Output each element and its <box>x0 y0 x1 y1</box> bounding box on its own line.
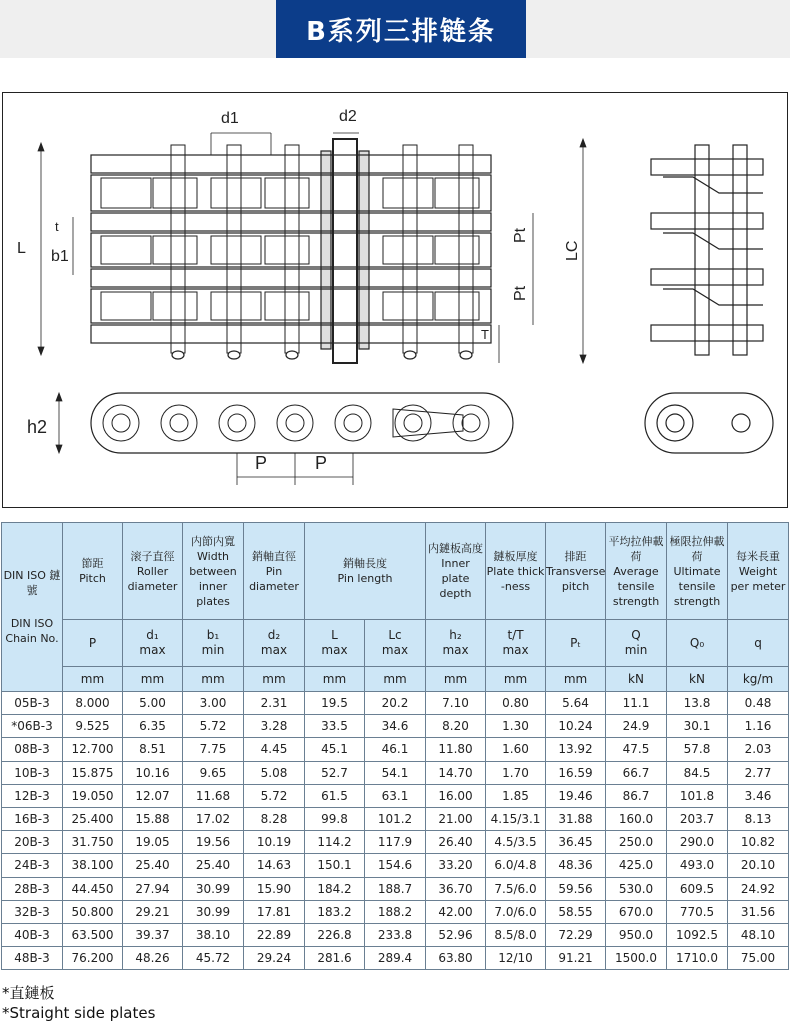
unit-cell: mm <box>486 667 546 692</box>
header-weight: 每米長重 Weight per meter <box>728 523 789 620</box>
table-cell: 21.00 <box>426 807 486 830</box>
label-d1: d1 <box>221 110 239 127</box>
table-cell: 6.35 <box>123 715 183 738</box>
table-cell: 12/10 <box>486 947 546 970</box>
table-cell: 150.1 <box>305 854 365 877</box>
table-cell: 29.24 <box>244 947 305 970</box>
chain-number-cell: *06B-3 <box>2 715 63 738</box>
table-cell: 16.00 <box>426 784 486 807</box>
table-cell: 25.40 <box>123 854 183 877</box>
unit-cell: kN <box>606 667 667 692</box>
table-cell: 86.7 <box>606 784 667 807</box>
table-cell: 31.750 <box>63 831 123 854</box>
table-cell: 5.64 <box>546 692 606 715</box>
chain-number-cell: 08B-3 <box>2 738 63 761</box>
table-cell: 4.45 <box>244 738 305 761</box>
table-cell: 19.050 <box>63 784 123 807</box>
label-d2: d2 <box>339 108 357 125</box>
unit-cell: mm <box>305 667 365 692</box>
din-iso-header: DIN ISO 鏈號 DIN ISO Chain No. <box>2 523 63 692</box>
table-cell: 2.77 <box>728 761 789 784</box>
table-cell: 15.90 <box>244 877 305 900</box>
table-cell: 2.31 <box>244 692 305 715</box>
table-cell: 530.0 <box>606 877 667 900</box>
table-cell: 0.80 <box>486 692 546 715</box>
table-cell: 289.4 <box>365 947 426 970</box>
unit-cell: mm <box>365 667 426 692</box>
table-cell: 84.5 <box>667 761 728 784</box>
table-cell: 91.21 <box>546 947 606 970</box>
spec-table <box>1 522 789 970</box>
table-cell: 30.99 <box>183 877 244 900</box>
table-cell: 54.1 <box>365 761 426 784</box>
table-cell: 4.5/3.5 <box>486 831 546 854</box>
table-cell: 19.46 <box>546 784 606 807</box>
table-cell: 39.37 <box>123 923 183 946</box>
table-cell: 16.59 <box>546 761 606 784</box>
sym-q0: Q₀ <box>667 620 728 667</box>
table-cell: 52.7 <box>305 761 365 784</box>
table-row <box>2 854 789 877</box>
table-row <box>2 831 789 854</box>
table-cell: 290.0 <box>667 831 728 854</box>
table-cell: 14.70 <box>426 761 486 784</box>
footnote-cn: *直鏈板 <box>2 984 55 1002</box>
sym-weight: q <box>728 620 789 667</box>
table-cell: 25.40 <box>183 854 244 877</box>
sym-q: Q min <box>606 620 667 667</box>
table-cell: 59.56 <box>546 877 606 900</box>
table-cell: 57.8 <box>667 738 728 761</box>
unit-cell: mm <box>63 667 123 692</box>
table-cell: 20.10 <box>728 854 789 877</box>
table-cell: 11.68 <box>183 784 244 807</box>
label-p-right: P <box>315 453 328 473</box>
table-cell: 4.15/3.1 <box>486 807 546 830</box>
table-row <box>2 738 789 761</box>
chain-number-cell: 48B-3 <box>2 947 63 970</box>
label-pt-top: Pt <box>512 227 529 243</box>
table-cell: 114.2 <box>305 831 365 854</box>
table-cell: 10.16 <box>123 761 183 784</box>
table-row <box>2 784 789 807</box>
end-profile <box>645 393 773 453</box>
table-row <box>2 807 789 830</box>
unit-cell: kg/m <box>728 667 789 692</box>
sym-l: L max <box>305 620 365 667</box>
chain-side-view <box>91 393 513 453</box>
table-cell: 17.02 <box>183 807 244 830</box>
table-cell: 50.800 <box>63 900 123 923</box>
table-cell: 17.81 <box>244 900 305 923</box>
table-cell: 8.000 <box>63 692 123 715</box>
table-cell: 47.5 <box>606 738 667 761</box>
table-cell: 48.26 <box>123 947 183 970</box>
table-cell: 24.92 <box>728 877 789 900</box>
table-cell: 101.8 <box>667 784 728 807</box>
table-cell: 22.89 <box>244 923 305 946</box>
chain-number-cell: 32B-3 <box>2 900 63 923</box>
table-cell: 8.28 <box>244 807 305 830</box>
table-cell: 183.2 <box>305 900 365 923</box>
chain-number-cell: 16B-3 <box>2 807 63 830</box>
table-cell: 1092.5 <box>667 923 728 946</box>
sym-p: P <box>63 620 123 667</box>
chain-number-cell: 24B-3 <box>2 854 63 877</box>
table-cell: 117.9 <box>365 831 426 854</box>
table-cell: 36.70 <box>426 877 486 900</box>
table-cell: 42.00 <box>426 900 486 923</box>
table-cell: 19.05 <box>123 831 183 854</box>
sym-d2: d₂ max <box>244 620 305 667</box>
table-row <box>2 947 789 970</box>
table-cell: 1.70 <box>486 761 546 784</box>
table-row <box>2 877 789 900</box>
label-lc: LC <box>564 240 581 261</box>
table-cell: 5.72 <box>183 715 244 738</box>
chain-number-cell: 10B-3 <box>2 761 63 784</box>
table-cell: 13.8 <box>667 692 728 715</box>
side-view-right <box>651 145 763 355</box>
table-cell: 1500.0 <box>606 947 667 970</box>
table-cell: 19.56 <box>183 831 244 854</box>
table-cell: 45.1 <box>305 738 365 761</box>
unit-cell: mm <box>426 667 486 692</box>
table-cell: 34.6 <box>365 715 426 738</box>
chain-number-cell: 05B-3 <box>2 692 63 715</box>
table-cell: 3.46 <box>728 784 789 807</box>
table-cell: 10.19 <box>244 831 305 854</box>
table-cell: 12.700 <box>63 738 123 761</box>
table-cell: 30.99 <box>183 900 244 923</box>
table-cell: 48.10 <box>728 923 789 946</box>
three-strand-top-view <box>91 139 491 363</box>
table-cell: 7.75 <box>183 738 244 761</box>
table-cell: 8.5/8.0 <box>486 923 546 946</box>
table-cell: 26.40 <box>426 831 486 854</box>
table-cell: 31.56 <box>728 900 789 923</box>
table-cell: 72.29 <box>546 923 606 946</box>
unit-cell: mm <box>244 667 305 692</box>
chain-number-cell: 28B-3 <box>2 877 63 900</box>
table-cell: 154.6 <box>365 854 426 877</box>
sym-h2: h₂ max <box>426 620 486 667</box>
table-cell: 38.100 <box>63 854 123 877</box>
table-cell: 11.1 <box>606 692 667 715</box>
table-cell: 27.94 <box>123 877 183 900</box>
table-cell: 7.0/6.0 <box>486 900 546 923</box>
chain-number-cell: 20B-3 <box>2 831 63 854</box>
header-plate-thickness: 鏈板厚度 Plate thick -ness <box>486 523 546 620</box>
table-cell: 101.2 <box>365 807 426 830</box>
table-cell: 24.9 <box>606 715 667 738</box>
header-transverse-pitch: 排距 Transverse pitch <box>546 523 606 620</box>
chain-diagram <box>3 93 789 509</box>
header-average-tensile: 平均拉伸載荷 Average tensile strength <box>606 523 667 620</box>
table-cell: 950.0 <box>606 923 667 946</box>
table-cell: 670.0 <box>606 900 667 923</box>
table-cell: 3.28 <box>244 715 305 738</box>
table-cell: 226.8 <box>305 923 365 946</box>
table-cell: 281.6 <box>305 947 365 970</box>
sym-pt: Pₜ <box>546 620 606 667</box>
sym-b1: b₁ min <box>183 620 244 667</box>
footnotes <box>2 983 155 1023</box>
table-cell: 2.03 <box>728 738 789 761</box>
table-cell: 5.08 <box>244 761 305 784</box>
table-cell: 14.63 <box>244 854 305 877</box>
table-row <box>2 923 789 946</box>
table-cell: 58.55 <box>546 900 606 923</box>
label-pt-bottom: Pt <box>512 285 529 301</box>
chain-number-cell: 12B-3 <box>2 784 63 807</box>
header-roller-diameter: 滚子直徑 Roller diameter <box>123 523 183 620</box>
table-row <box>2 761 789 784</box>
header-pin-diameter: 銷軸直徑 Pin diameter <box>244 523 305 620</box>
table-cell: 61.5 <box>305 784 365 807</box>
label-t: t <box>55 219 59 234</box>
table-cell: 46.1 <box>365 738 426 761</box>
table-cell: 3.00 <box>183 692 244 715</box>
sym-t: t/T max <box>486 620 546 667</box>
table-cell: 609.5 <box>667 877 728 900</box>
table-cell: 184.2 <box>305 877 365 900</box>
table-cell: 44.450 <box>63 877 123 900</box>
table-cell: 13.92 <box>546 738 606 761</box>
table-cell: 1.16 <box>728 715 789 738</box>
header-inner-width: 内節内寬 Width between inner plates <box>183 523 244 620</box>
table-cell: 48.36 <box>546 854 606 877</box>
table-cell: 36.45 <box>546 831 606 854</box>
header-plate-depth: 内鏈板高度 Inner plate depth <box>426 523 486 620</box>
table-cell: 12.07 <box>123 784 183 807</box>
table-cell: 493.0 <box>667 854 728 877</box>
table-cell: 9.65 <box>183 761 244 784</box>
table-cell: 31.88 <box>546 807 606 830</box>
table-cell: 5.72 <box>244 784 305 807</box>
table-cell: 33.5 <box>305 715 365 738</box>
table-cell: 1.60 <box>486 738 546 761</box>
table-cell: 63.500 <box>63 923 123 946</box>
table-cell: 15.875 <box>63 761 123 784</box>
table-cell: 6.0/4.8 <box>486 854 546 877</box>
label-l: L <box>17 240 26 257</box>
table-cell: 99.8 <box>305 807 365 830</box>
chain-number-cell: 40B-3 <box>2 923 63 946</box>
header-pin-length: 銷軸長度 Pin length <box>305 523 426 620</box>
table-cell: 0.48 <box>728 692 789 715</box>
label-h2: h2 <box>27 417 48 437</box>
table-cell: 63.80 <box>426 947 486 970</box>
table-cell: 76.200 <box>63 947 123 970</box>
table-cell: 7.10 <box>426 692 486 715</box>
table-cell: 75.00 <box>728 947 789 970</box>
table-cell: 8.20 <box>426 715 486 738</box>
table-cell: 15.88 <box>123 807 183 830</box>
table-cell: 63.1 <box>365 784 426 807</box>
footnote-en: *Straight side plates <box>2 1004 156 1022</box>
table-cell: 7.5/6.0 <box>486 877 546 900</box>
sym-lc: Lc max <box>365 620 426 667</box>
chain-drawing <box>2 92 788 508</box>
label-p-left: P <box>255 453 268 473</box>
table-cell: 9.525 <box>63 715 123 738</box>
page-title: B系列三排链条 <box>276 0 526 58</box>
table-cell: 52.96 <box>426 923 486 946</box>
header-ultimate-tensile: 極限拉伸載荷 Ultimate tensile strength <box>667 523 728 620</box>
table-cell: 45.72 <box>183 947 244 970</box>
unit-cell: mm <box>183 667 244 692</box>
table-cell: 19.5 <box>305 692 365 715</box>
table-cell: 29.21 <box>123 900 183 923</box>
table-cell: 1.85 <box>486 784 546 807</box>
table-row <box>2 715 789 738</box>
table-cell: 10.82 <box>728 831 789 854</box>
table-cell: 8.13 <box>728 807 789 830</box>
table-cell: 8.51 <box>123 738 183 761</box>
table-row <box>2 900 789 923</box>
table-cell: 25.400 <box>63 807 123 830</box>
label-b1: b1 <box>51 248 69 265</box>
table-cell: 770.5 <box>667 900 728 923</box>
table-cell: 203.7 <box>667 807 728 830</box>
unit-cell: kN <box>667 667 728 692</box>
unit-cell: mm <box>123 667 183 692</box>
table-cell: 188.7 <box>365 877 426 900</box>
table-cell: 160.0 <box>606 807 667 830</box>
table-cell: 1.30 <box>486 715 546 738</box>
table-cell: 10.24 <box>546 715 606 738</box>
label-t-upper: T <box>481 327 489 342</box>
table-cell: 38.10 <box>183 923 244 946</box>
table-cell: 250.0 <box>606 831 667 854</box>
table-cell: 33.20 <box>426 854 486 877</box>
table-cell: 188.2 <box>365 900 426 923</box>
table-row <box>2 692 789 715</box>
table-cell: 66.7 <box>606 761 667 784</box>
table-cell: 425.0 <box>606 854 667 877</box>
table-cell: 30.1 <box>667 715 728 738</box>
table-cell: 5.00 <box>123 692 183 715</box>
header-pitch: 節距 Pitch <box>63 523 123 620</box>
sym-d1: d₁ max <box>123 620 183 667</box>
table-cell: 11.80 <box>426 738 486 761</box>
unit-cell: mm <box>546 667 606 692</box>
table-cell: 233.8 <box>365 923 426 946</box>
table-cell: 1710.0 <box>667 947 728 970</box>
table-cell: 20.2 <box>365 692 426 715</box>
